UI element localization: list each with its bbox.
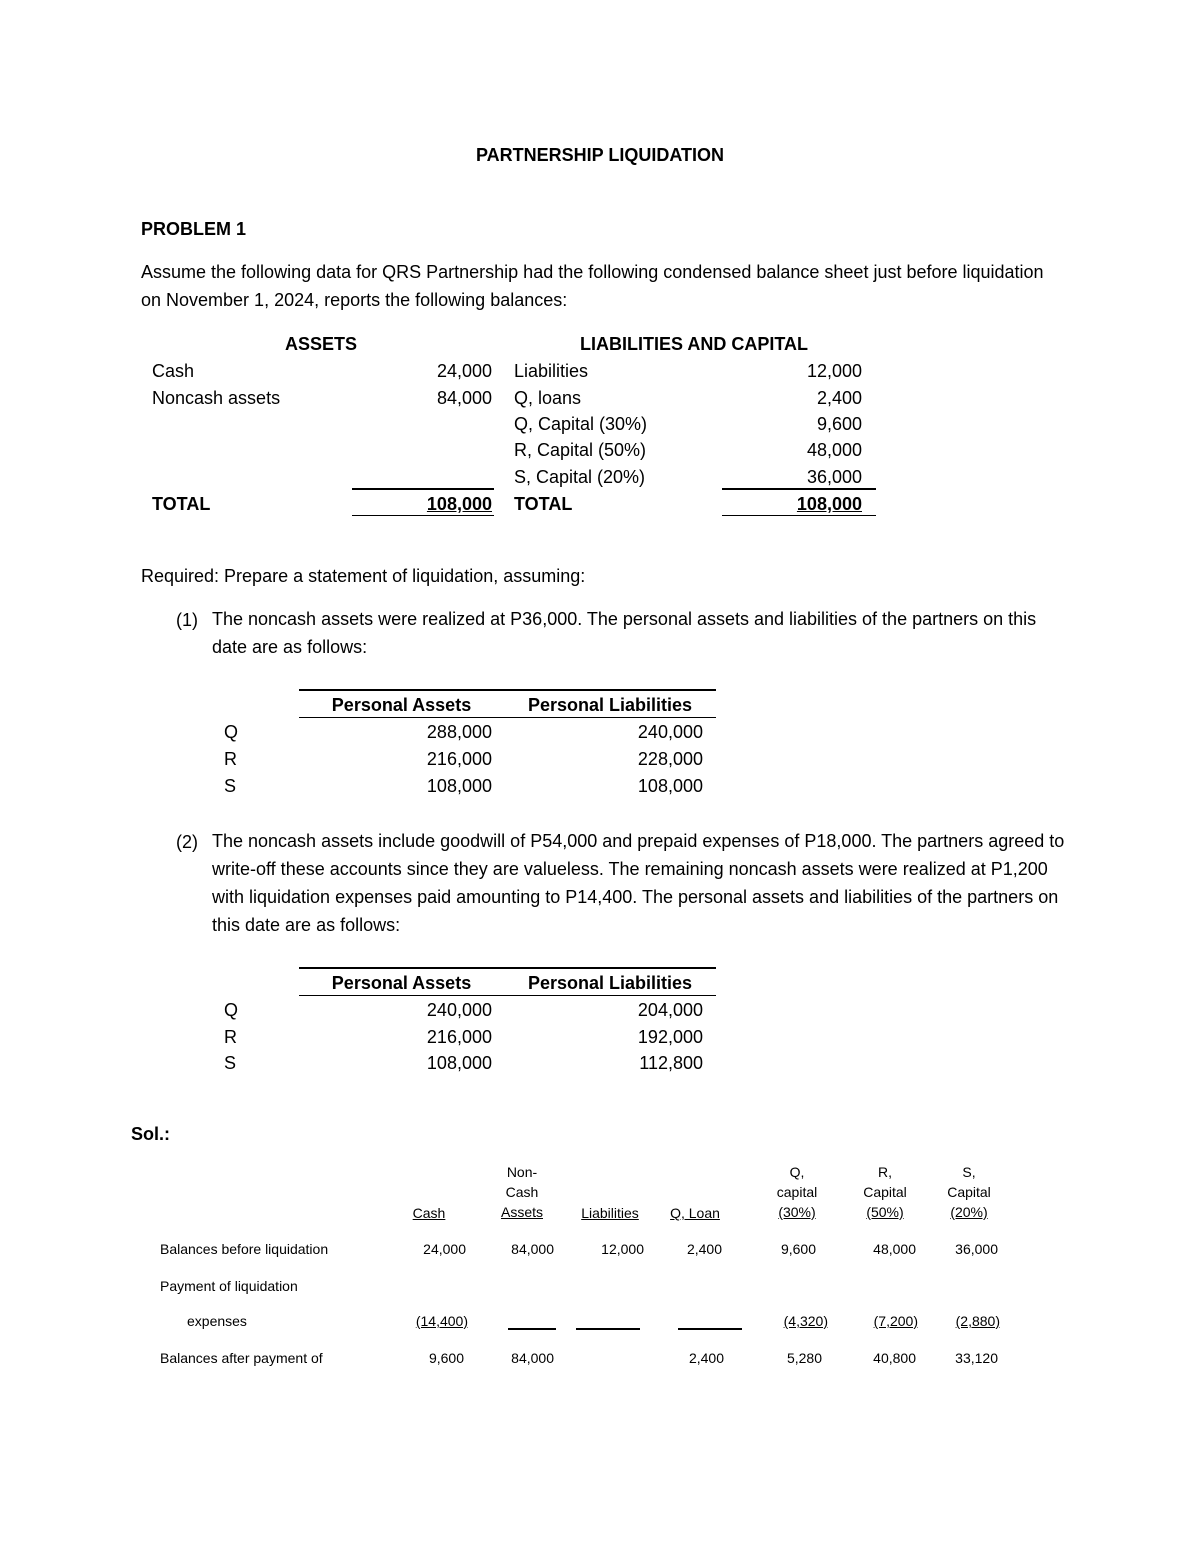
- cell-cash: (14,400): [415, 1313, 468, 1329]
- blank-rule: [508, 1328, 556, 1330]
- cell-r-capital: (7,200): [873, 1313, 918, 1329]
- header-q-capital: Q, capital (30%): [776, 1164, 818, 1220]
- blank-rule: [678, 1328, 742, 1330]
- liability-label: Q, Capital (30%): [514, 414, 648, 434]
- asset-label: Noncash assets: [152, 388, 281, 408]
- header-cash: Cash: [412, 1205, 446, 1221]
- total-underline: [722, 515, 876, 516]
- row-label: expenses: [187, 1313, 247, 1329]
- table-cell: 240,000: [426, 1000, 492, 1020]
- solution-label: Sol.:: [131, 1124, 170, 1144]
- header-liabilities: Liabilities: [581, 1205, 639, 1221]
- table-cell: 216,000: [426, 749, 492, 769]
- cell-s-capital: (2,880): [955, 1313, 1000, 1329]
- row-label: Balances before liquidation: [160, 1241, 329, 1257]
- cell-r-capital: 40,800: [873, 1350, 916, 1366]
- asset-value: 84,000: [436, 388, 492, 408]
- item-number: (2): [176, 832, 198, 852]
- header-rule: [299, 717, 716, 718]
- cell-noncash: 84,000: [511, 1241, 554, 1257]
- cell-q-loan: 2,400: [688, 1350, 724, 1366]
- liability-value: 12,000: [806, 361, 862, 381]
- asset-label: Cash: [152, 361, 195, 381]
- liabilities-total: 108,000: [796, 494, 862, 514]
- cell-q-capital: 9,600: [780, 1241, 816, 1257]
- col-header: Personal Liabilities: [527, 695, 693, 715]
- cell-cash: 9,600: [428, 1350, 464, 1366]
- partner-label: Q: [224, 1000, 239, 1020]
- table-cell: 240,000: [637, 722, 703, 742]
- liability-label: Q, loans: [514, 388, 582, 408]
- liability-label: R, Capital (50%): [514, 440, 647, 460]
- table-cell: 192,000: [637, 1027, 703, 1047]
- intro-paragraph: Assume the following data for QRS Partnership had the following condensed balance sheet just before liquidation on November 1, 2024, reports the following balances:: [141, 262, 1044, 310]
- table-cell: 108,000: [426, 776, 492, 796]
- liability-value: 9,600: [816, 414, 862, 434]
- partner-label: R: [224, 749, 237, 769]
- problem-heading: PROBLEM 1: [141, 219, 247, 239]
- required-text: Required: Prepare a statement of liquidation, assuming:: [141, 566, 586, 586]
- liability-value: 36,000: [806, 467, 862, 487]
- partner-label: S: [224, 1053, 237, 1073]
- total-label: TOTAL: [152, 494, 211, 514]
- cell-q-capital: (4,320): [783, 1313, 828, 1329]
- table-cell: 228,000: [637, 749, 703, 769]
- table-top-rule: [299, 689, 716, 691]
- total-underline: [352, 515, 494, 516]
- partner-label: S: [224, 776, 237, 796]
- page-title: PARTNERSHIP LIQUIDATION: [475, 145, 724, 165]
- total-label: TOTAL: [514, 494, 573, 514]
- table-cell: 108,000: [426, 1053, 492, 1073]
- cell-cash: 24,000: [423, 1241, 466, 1257]
- header-q-loan: Q, Loan: [670, 1205, 720, 1221]
- item-number: (1): [176, 610, 198, 630]
- col-header: Personal Liabilities: [527, 973, 693, 993]
- item-text: The noncash assets include goodwill of P54,000 and prepaid expenses of P18,000. The partners agreed to write-off these accounts since they are valueless. The remaining noncash assets were realized at P1,200 with liquidation expenses paid amounting to P14,400. The personal assets and liabilities of the partners on this date are as follows:: [212, 831, 1065, 935]
- table-cell: 204,000: [637, 1000, 703, 1020]
- row-label: Balances after payment of: [160, 1350, 323, 1366]
- liability-label: Liabilities: [514, 361, 589, 381]
- assets-total: 108,000: [426, 494, 492, 514]
- cell-r-capital: 48,000: [873, 1241, 916, 1257]
- header-s-capital: S, Capital (20%): [947, 1164, 991, 1220]
- item-text: The noncash assets were realized at P36,000. The personal assets and liabilities of the partners on this date are as follows:: [212, 609, 1037, 657]
- col-header: Personal Assets: [331, 973, 472, 993]
- table-cell: 108,000: [637, 776, 703, 796]
- table-cell: 216,000: [426, 1027, 492, 1047]
- liability-value: 2,400: [816, 388, 862, 408]
- col-header: Personal Assets: [331, 695, 472, 715]
- row-label: Payment of liquidation: [160, 1278, 298, 1294]
- cell-q-loan: 2,400: [686, 1241, 722, 1257]
- header-noncash: Non- Cash Assets: [500, 1164, 543, 1220]
- cell-noncash: 84,000: [511, 1350, 554, 1366]
- table-cell: 112,800: [639, 1053, 703, 1073]
- header-r-capital: R, Capital (50%): [863, 1164, 907, 1220]
- liability-label: S, Capital (20%): [514, 467, 646, 487]
- cell-liabilities: 12,000: [601, 1241, 644, 1257]
- cell-s-capital: 33,120: [955, 1350, 998, 1366]
- liabilities-heading: LIABILITIES AND CAPITAL: [580, 334, 808, 354]
- partner-label: R: [224, 1027, 237, 1047]
- cell-q-capital: 5,280: [786, 1350, 822, 1366]
- blank-rule: [576, 1328, 640, 1330]
- asset-value: 24,000: [436, 361, 492, 381]
- total-rule: [352, 488, 494, 490]
- assets-heading: ASSETS: [284, 334, 358, 354]
- liability-value: 48,000: [806, 440, 862, 460]
- cell-s-capital: 36,000: [955, 1241, 998, 1257]
- partner-label: Q: [224, 722, 239, 742]
- header-rule: [299, 995, 716, 996]
- table-top-rule: [299, 967, 716, 969]
- total-rule: [722, 488, 876, 490]
- table-cell: 288,000: [426, 722, 492, 742]
